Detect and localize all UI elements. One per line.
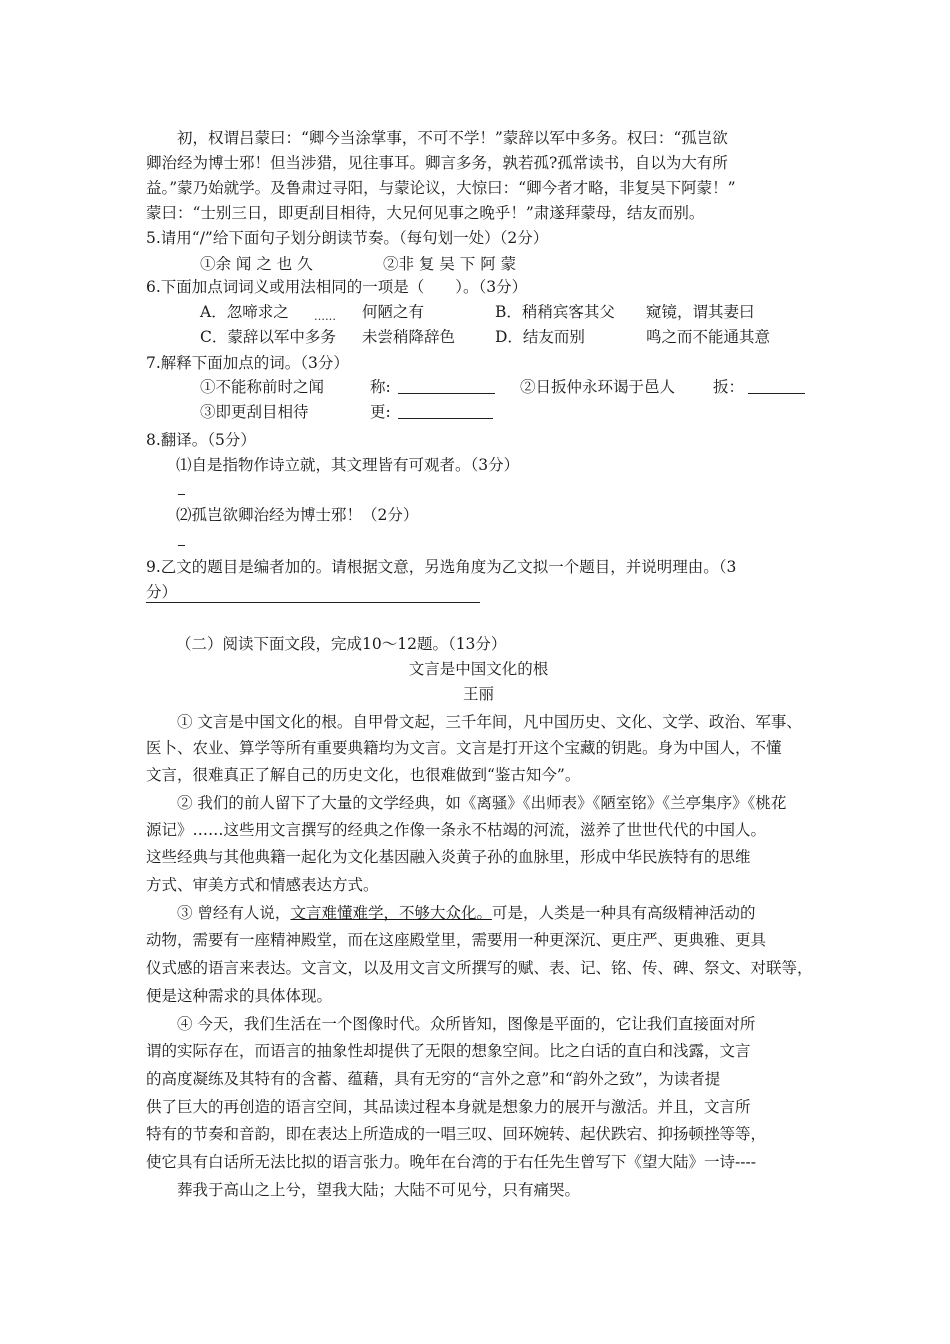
- q8-item-2: ⑵孤岂欲卿治经为博士邪！（2分）: [176, 506, 419, 524]
- passage-line: 益。”蒙乃始就学。及鲁肃过寻阳，与蒙论议，大惊曰：“卿今者才略，非复吴下阿蒙！”: [146, 179, 736, 197]
- q7-answer-blank-2[interactable]: [748, 377, 805, 394]
- q7-item-1: ①不能称前时之闻: [200, 378, 325, 396]
- passage-line: 初，权谓吕蒙曰：“卿今当涂掌事，不可不学！”蒙辞以军中多务。权曰：“孤岂欲: [177, 129, 728, 147]
- q8-answer-line-1[interactable]: [178, 494, 185, 495]
- q6-option-c-1: C．蒙辞以军中多务: [200, 328, 336, 346]
- essay-poem-line: 葬我于高山之上兮，望我大陆；大陆不可见兮，只有痛哭。: [177, 1181, 581, 1199]
- question-7-stem: 7.解释下面加点的词。（3分）: [146, 354, 349, 372]
- essay-line: 谓的实际存在，而语言的抽象性却提供了无限的想象空间。比之白话的直白和浅露，文言: [146, 1042, 751, 1060]
- emphasis-dots: ……: [314, 310, 336, 323]
- underlined-sentence: 文言难懂难学，不够大众化。: [290, 904, 492, 922]
- q7-item-1-word: 称:: [370, 378, 391, 396]
- q7-answer-blank-3[interactable]: [398, 402, 493, 419]
- essay-line: ② 我们的前人留下了大量的文学经典，如《离骚》《出师表》《陋室铭》《兰亭集序》《桃花: [177, 794, 787, 812]
- q6-option-c-2: 未尝稍降辞色: [362, 328, 456, 346]
- question-8-stem: 8.翻译。（5分）: [146, 431, 256, 449]
- q5-sentence-2: ②非 复 吴 下 阿 蒙: [383, 255, 517, 273]
- q7-item-3-word: 更:: [370, 403, 391, 421]
- part-2-heading: （二）阅读下面文段，完成10～12题。（13分）: [176, 635, 507, 653]
- essay-line: 供了巨大的再创造的语言空间，其品读过程本身就是想象力的展开与激活。并且，文言所: [146, 1098, 751, 1116]
- q6-option-b-1: B．稍稍宾客其父: [495, 303, 615, 321]
- passage-line: 卿治经为博士邪！但当涉猎，见往事耳。卿言多务，孰若孤?孤常读书，自以为大有所: [146, 154, 728, 172]
- q6-option-a-2: 何陋之有: [362, 303, 425, 321]
- question-9-stem-cont: 分）: [146, 583, 178, 601]
- essay-line: 仪式感的语言来表达。文言文，以及用文言文所撰写的赋、表、记、铭、传、碑、祭文、对联等，: [146, 959, 813, 977]
- essay-author: 王丽: [462, 685, 494, 703]
- essay-line: 源记》……这些用文言撰写的经典之作像一条永不枯竭的河流，滋养了世世代代的中国人。: [146, 821, 767, 839]
- essay-line: 的高度凝练及其特有的含蓄、蕴藉，具有无穷的“言外之意”和“韵外之致”，为读者提: [146, 1070, 721, 1088]
- q8-answer-line-2[interactable]: [178, 545, 185, 546]
- q6-option-d-2: 鸣之而不能通其意: [646, 328, 771, 346]
- q7-item-2-word: 扳：: [713, 378, 745, 396]
- q6-option-b-2: 窥镜，谓其妻曰: [646, 303, 755, 321]
- q7-item-3: ③即更刮目相待: [200, 403, 309, 421]
- q6-option-a-1: A．忽啼求之: [200, 303, 289, 321]
- q8-item-1: ⑴自是指物作诗立就，其文理皆有可观者。（3分）: [176, 456, 520, 474]
- question-5-stem: 5.请用“/”给下面句子划分朗读节奏。（每句划一处）（2分）: [146, 229, 549, 247]
- essay-line: 这些经典与其他典籍一起化为文化基因融入炎黄子孙的血脉里，形成中华民族特有的思维: [146, 848, 751, 866]
- essay-line: 文言，很难真正了解自己的历史文化，也很难做到“鉴古知今”。: [146, 766, 581, 784]
- essay-title: 文言是中国文化的根: [408, 660, 549, 678]
- essay-text: 可是，人类是一种具有高级精神活动的: [491, 904, 756, 922]
- essay-line: [146, 901, 811, 925]
- question-9-stem: 9.乙文的题目是编者加的。请根据文意，另选角度为乙文拟一个题目，并说明理由。（3: [146, 558, 737, 576]
- essay-line: 动物，需要有一座精神殿堂，而在这座殿堂里，需要用一种更深沉、更庄严、更典雅、更具: [146, 931, 767, 949]
- essay-line: 使它具有白话所无法比拟的语言张力。晚年在台湾的于右任先生曾写下《望大陆》一诗----: [146, 1153, 756, 1171]
- essay-text: ③ 曾经有人说，: [177, 904, 291, 922]
- q6-option-d-1: D．结友而别: [495, 328, 585, 346]
- q7-answer-blank-1[interactable]: [398, 377, 495, 394]
- q5-sentence-1: ①余 闻 之 也 久: [200, 255, 313, 273]
- q9-answer-line[interactable]: [146, 602, 480, 603]
- essay-line: ① 文言是中国文化的根。自甲骨文起，三千年间，凡中国历史、文化、文学、政治、军事、: [177, 713, 802, 731]
- q7-item-2: ②日扳仲永环谒于邑人: [520, 378, 676, 396]
- essay-line: 便是这种需求的具体体现。: [146, 987, 333, 1005]
- passage-line: 蒙曰：“士别三日，即更刮目相待，大兄何见事之晚乎！”肃遂拜蒙母，结友而别。: [146, 204, 705, 222]
- essay-line: 特有的节奏和音韵，即在表达上所造成的一唱三叹、回环婉转、起伏跌宕、抑扬顿挫等等，: [146, 1125, 767, 1143]
- essay-line: ④ 今天，我们生活在一个图像时代。众所皆知，图像是平面的，它让我们直接面对所: [177, 1015, 756, 1033]
- essay-line: 方式、审美方式和情感表达方式。: [146, 876, 379, 894]
- question-6-stem: 6.下面加点词词义或用法相同的一项是（ ）。（3分）: [146, 278, 528, 296]
- essay-line: 医卜、农业、算学等所有重要典籍均为文言。文言是打开这个宝藏的钥匙。身为中国人，不懂: [146, 739, 782, 757]
